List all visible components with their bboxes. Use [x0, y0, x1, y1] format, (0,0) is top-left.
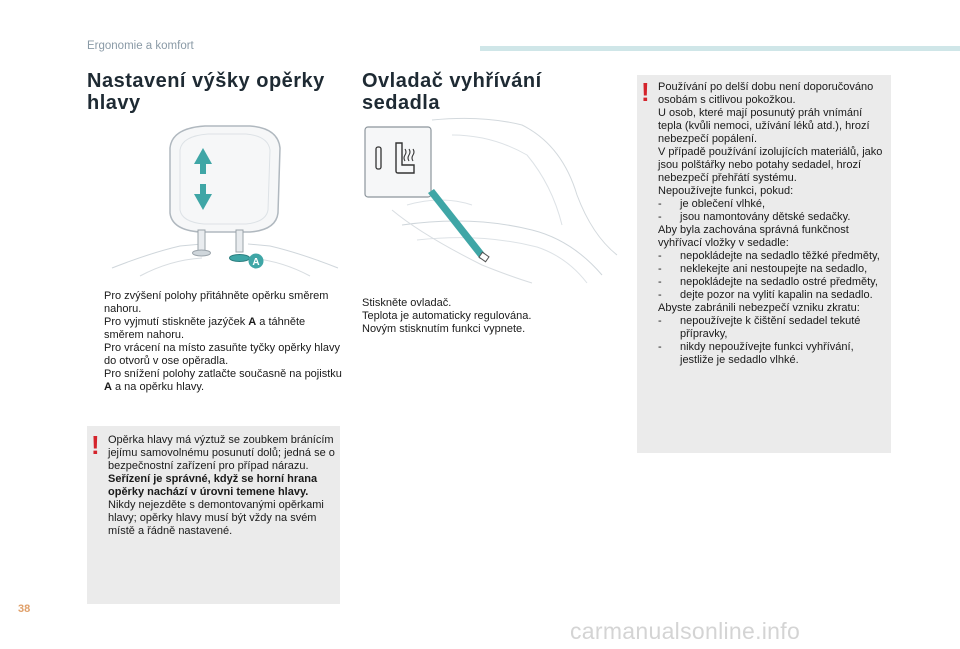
- headrest-warning-text: Opěrka hlavy má výztuž se zoubkem bránícím jejímu samovolnému posunutí dolů; jedná se o bezpečnostní zařízení pro případ nárazu. Seřízení je správné, když se horní hrana opěrky nachází v úrovni temene hlavy. Nikdy nejezděte s demontovanými opěrkami hlavy; opěrky hlavy musí být vždy na svém místě a řádně nastavené.: [108, 434, 335, 537]
- list-item: - nepokládejte na sedadlo těžké předměty,: [658, 250, 880, 262]
- list-item: - jsou namontovány dětské sedačky.: [658, 211, 851, 223]
- warning-icon: !: [641, 77, 650, 107]
- page-number: 38: [18, 603, 31, 615]
- list-item: - nepoužívejte k čištění sedadel tekuté přípravky,: [658, 315, 861, 340]
- instruction-line: Stiskněte ovladač.: [362, 297, 452, 309]
- list-item: - nepokládejte na sedadlo ostré předměty,: [658, 276, 878, 288]
- list-item: - neklekejte ani nestoupejte na sedadlo,: [658, 263, 868, 275]
- list-item: Pro vrácení na místo zasuňte tyčky opěrky hlavy do otvorů v ose opěradla.: [104, 342, 340, 367]
- instruction-line: Teplota je automaticky regulována.: [362, 310, 532, 322]
- seat-heating-title: Ovladač vyhřívání sedadla: [362, 70, 542, 114]
- list-item: - je oblečení vlhké,: [658, 198, 765, 210]
- list-item: Pro vyjmutí stiskněte jazýček A a táhněte směrem nahoru.: [104, 316, 306, 341]
- seat-heating-warning-text: Používání po delší dobu není doporučováno osobám s citlivou pokožkou. U osob, které mají posunutý práh vnímání tepla (kvůli nemoci, užívání léků atd.), hrozí nebezpečí popálení. V případě používání izolujících materiálů, jako jsou polštářky nebo potahy sedadel, hrozí nebezpečí přehřátí systému. Nepoužívejte funkci, pokud: - je oblečení vlhké, - jsou namontovány dětské sedačky. Aby byla zachována správná funkčnost vyhřívací vložky v sedadle: - nepokládejte na sedadlo těžké předměty, - neklekejte ani nestoupejte na sedadlo, - nepokládejte na sedadlo ostré předměty, - dejte pozor na vylití kapalin na sedadlo. Abyste zabránili nebezpečí vzniku zkratu: - nepoužívejte k čištění sedadel tekuté přípravky, - nikdy nepoužívejte funkci vyhřívání, jestliže je sedadlo vlhké.: [658, 81, 886, 367]
- list-item: - dejte pozor na vylití kapalin na sedadlo.: [658, 289, 873, 301]
- list-item: Pro zvýšení polohy přitáhněte opěrku směrem nahoru.: [104, 290, 329, 315]
- seat-heating-warning-box: [637, 75, 891, 453]
- section-header: Ergonomie a komfort: [87, 40, 194, 52]
- headrest-title-line2: hlavy: [87, 92, 141, 114]
- list-item: Pro snížení polohy zatlačte současně na pojistku A a na opěrku hlavy.: [104, 368, 342, 393]
- headrest-title: [87, 70, 337, 114]
- warning-icon: !: [91, 430, 100, 460]
- list-item: - nikdy nepoužívejte funkci vyhřívání, jestliže je sedadlo vlhké.: [658, 341, 854, 366]
- watermark: carmanualsonline.info: [570, 618, 801, 644]
- seat-heating-illustration: [362, 115, 624, 285]
- callout-a-label: A: [252, 257, 260, 268]
- instruction-line: Novým stisknutím funkci vypnete.: [362, 323, 526, 335]
- headrest-title-line1: Nastavení výšky opěrky: [87, 70, 325, 92]
- headrest-illustration: [110, 118, 340, 278]
- seat-heating-instructions: [362, 297, 617, 336]
- headrest-instructions: [87, 290, 342, 394]
- headrest-warning-box: [87, 426, 340, 604]
- header-accent-bar: [480, 46, 960, 51]
